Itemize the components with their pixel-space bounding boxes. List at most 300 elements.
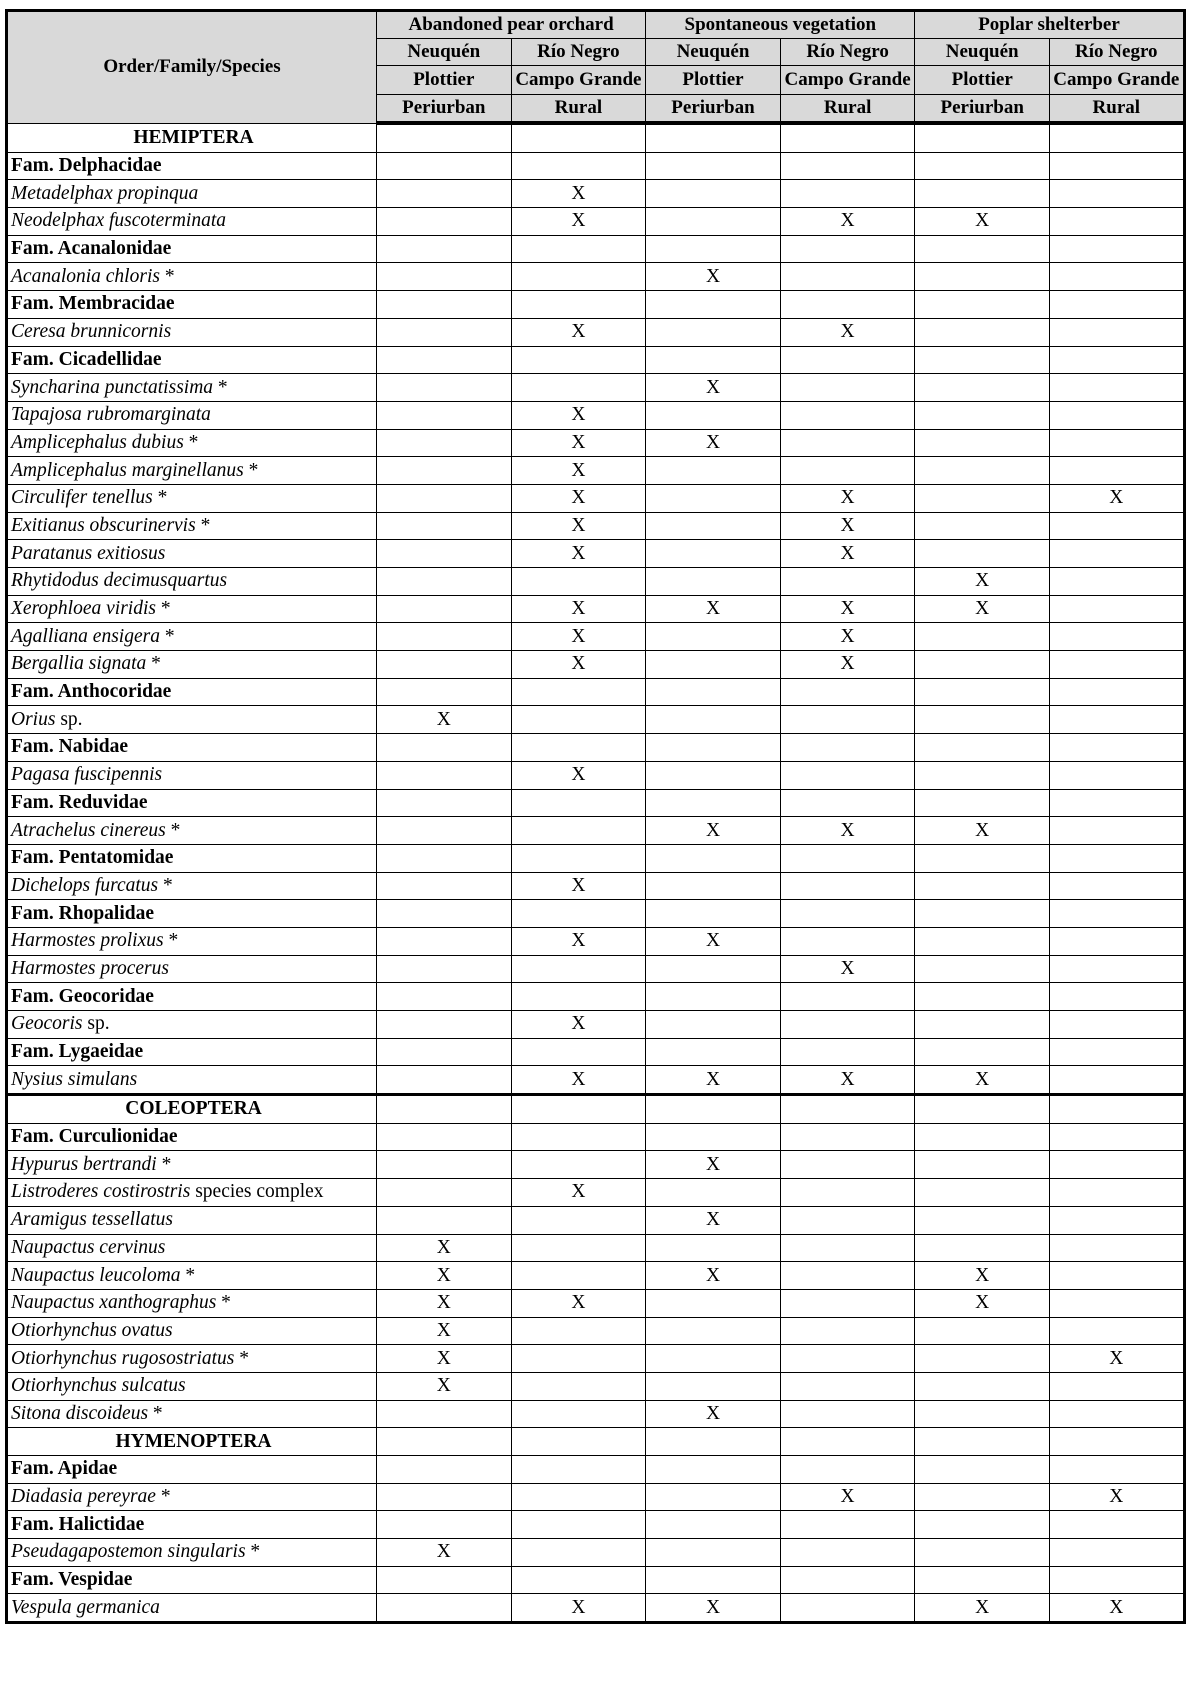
presence-mark: X xyxy=(705,819,721,841)
species-suffix: * xyxy=(155,1486,171,1508)
presence-mark: X xyxy=(840,957,855,979)
family-row xyxy=(7,152,1185,180)
presence-cell xyxy=(1050,291,1185,319)
family-row xyxy=(7,1511,1185,1539)
presence-mark: X xyxy=(840,819,855,841)
header-province: Río Negro xyxy=(1050,39,1185,66)
presence-mark: X xyxy=(705,1402,721,1424)
species-name: Amplicephalus marginellanus xyxy=(11,459,244,481)
presence-cell xyxy=(915,844,1050,872)
presence-cell xyxy=(377,706,512,734)
species-name-cell xyxy=(7,651,377,679)
header-setting: Rural xyxy=(780,95,915,124)
presence-mark: X xyxy=(436,1292,451,1314)
species-suffix: * xyxy=(213,376,228,398)
presence-mark: X xyxy=(571,542,586,564)
presence-cell xyxy=(646,1456,781,1484)
presence-cell xyxy=(646,568,781,596)
presence-mark: X xyxy=(571,653,586,675)
presence-cell xyxy=(377,152,512,180)
presence-cell xyxy=(915,817,1050,845)
presence-cell xyxy=(915,1400,1050,1428)
family-name-cell: Fam. Anthocoridae xyxy=(7,678,377,706)
family-row xyxy=(7,789,1185,817)
presence-mark: X xyxy=(1109,1486,1124,1508)
presence-cell xyxy=(915,208,1050,236)
presence-mark: X xyxy=(975,819,990,841)
presence-cell xyxy=(780,457,915,485)
presence-cell xyxy=(377,1428,512,1456)
presence-cell xyxy=(377,1289,512,1317)
presence-cell xyxy=(1050,651,1185,679)
presence-cell xyxy=(646,817,781,845)
presence-cell xyxy=(1050,1456,1185,1484)
presence-cell xyxy=(646,263,781,291)
presence-cell xyxy=(1050,1345,1185,1373)
presence-cell xyxy=(780,623,915,651)
header-locality: Campo Grande xyxy=(511,66,646,95)
presence-cell xyxy=(1050,318,1185,346)
presence-cell xyxy=(511,1123,646,1151)
presence-cell xyxy=(511,1179,646,1207)
species-name: Exitianus obscurinervis xyxy=(11,514,196,536)
presence-mark: X xyxy=(571,1181,586,1203)
presence-cell xyxy=(780,484,915,512)
presence-cell xyxy=(646,235,781,263)
presence-cell xyxy=(377,1539,512,1567)
family-name-cell: Fam. Pentatomidae xyxy=(7,844,377,872)
species-suffix: * xyxy=(183,431,199,453)
presence-cell xyxy=(511,706,646,734)
presence-cell xyxy=(646,651,781,679)
species-name: Pagasa fuscipennis xyxy=(11,764,163,786)
presence-cell xyxy=(780,1400,915,1428)
species-name-cell xyxy=(7,1372,377,1400)
presence-cell xyxy=(780,900,915,928)
species-name: Nysius simulans xyxy=(11,1068,138,1090)
header-locality: Plottier xyxy=(646,66,781,95)
presence-cell xyxy=(780,263,915,291)
header-province: Río Negro xyxy=(511,39,646,66)
species-name-cell xyxy=(7,429,377,457)
presence-cell xyxy=(915,1594,1050,1623)
presence-cell xyxy=(377,1011,512,1039)
presence-cell xyxy=(377,900,512,928)
presence-cell xyxy=(915,1234,1050,1262)
presence-cell xyxy=(915,983,1050,1011)
presence-cell xyxy=(377,595,512,623)
presence-mark: X xyxy=(571,431,586,453)
presence-mark: X xyxy=(436,708,451,730)
species-row xyxy=(7,927,1185,955)
presence-cell xyxy=(780,1206,915,1234)
presence-cell xyxy=(511,678,646,706)
species-row xyxy=(7,429,1185,457)
presence-cell xyxy=(511,291,646,319)
presence-cell xyxy=(1050,595,1185,623)
presence-cell xyxy=(377,817,512,845)
presence-cell xyxy=(1050,789,1185,817)
presence-cell xyxy=(377,1038,512,1066)
presence-cell xyxy=(915,180,1050,208)
species-row xyxy=(7,401,1185,429)
presence-cell xyxy=(915,1038,1050,1066)
presence-cell xyxy=(646,927,781,955)
presence-mark: X xyxy=(705,1264,721,1286)
species-name: Otiorhynchus rugosostriatus xyxy=(11,1347,235,1369)
species-name-cell xyxy=(7,761,377,789)
species-name: Vespula germanica xyxy=(11,1596,160,1618)
presence-mark: X xyxy=(571,1596,586,1618)
species-name-cell xyxy=(7,540,377,568)
species-occurrence-table xyxy=(5,9,1186,1624)
species-name-cell xyxy=(7,1539,377,1567)
presence-cell xyxy=(1050,1511,1185,1539)
species-name-cell xyxy=(7,457,377,485)
presence-cell xyxy=(915,678,1050,706)
species-suffix: sp. xyxy=(82,1013,110,1035)
presence-mark: X xyxy=(840,487,855,509)
presence-cell xyxy=(646,844,781,872)
presence-cell xyxy=(1050,678,1185,706)
presence-cell xyxy=(780,706,915,734)
presence-cell xyxy=(915,789,1050,817)
presence-cell xyxy=(1050,1206,1185,1234)
header-province: Neuquén xyxy=(646,39,781,66)
presence-mark: X xyxy=(571,210,586,232)
species-name-cell xyxy=(7,1483,377,1511)
presence-cell xyxy=(646,734,781,762)
presence-mark: X xyxy=(975,598,990,620)
presence-mark: X xyxy=(571,321,586,343)
presence-cell xyxy=(915,457,1050,485)
species-row xyxy=(7,1262,1185,1290)
presence-mark: X xyxy=(840,1486,855,1508)
presence-cell xyxy=(646,983,781,1011)
presence-cell xyxy=(1050,374,1185,402)
species-row xyxy=(7,872,1185,900)
presence-cell xyxy=(646,1400,781,1428)
presence-cell xyxy=(377,1262,512,1290)
presence-cell xyxy=(511,401,646,429)
presence-cell xyxy=(646,123,781,152)
family-name-cell: Fam. Nabidae xyxy=(7,734,377,762)
presence-cell xyxy=(646,1123,781,1151)
presence-cell xyxy=(915,761,1050,789)
presence-cell xyxy=(511,1038,646,1066)
presence-mark: X xyxy=(1109,487,1124,509)
header-locality: Campo Grande xyxy=(1050,66,1185,95)
presence-cell xyxy=(780,1483,915,1511)
presence-mark: X xyxy=(705,1068,721,1090)
species-row xyxy=(7,1234,1185,1262)
header-setting: Rural xyxy=(1050,95,1185,124)
presence-cell xyxy=(780,346,915,374)
presence-cell xyxy=(646,208,781,236)
presence-cell xyxy=(646,1428,781,1456)
presence-mark: X xyxy=(705,930,721,952)
presence-cell xyxy=(377,651,512,679)
presence-cell xyxy=(1050,706,1185,734)
presence-cell xyxy=(780,817,915,845)
presence-cell xyxy=(915,651,1050,679)
presence-cell xyxy=(646,152,781,180)
presence-cell xyxy=(511,540,646,568)
presence-cell xyxy=(1050,1262,1185,1290)
presence-cell xyxy=(780,123,915,152)
species-row xyxy=(7,263,1185,291)
family-name-cell: Fam. Acanalonidae xyxy=(7,235,377,263)
presence-cell xyxy=(377,761,512,789)
species-name-cell xyxy=(7,1594,377,1623)
species-suffix: * xyxy=(243,459,259,481)
species-name-cell xyxy=(7,180,377,208)
species-row xyxy=(7,595,1185,623)
presence-cell xyxy=(1050,180,1185,208)
presence-cell xyxy=(915,927,1050,955)
presence-cell xyxy=(915,706,1050,734)
species-name-cell xyxy=(7,595,377,623)
presence-cell xyxy=(511,844,646,872)
presence-cell xyxy=(511,1456,646,1484)
species-suffix: * xyxy=(159,265,175,287)
presence-cell xyxy=(377,1206,512,1234)
species-name: Aramigus tessellatus xyxy=(11,1209,173,1231)
presence-cell xyxy=(780,1179,915,1207)
species-name-cell xyxy=(7,706,377,734)
presence-cell xyxy=(377,429,512,457)
species-row xyxy=(7,761,1185,789)
presence-cell xyxy=(646,706,781,734)
presence-cell xyxy=(377,1066,512,1095)
species-name: Xerophloea viridis xyxy=(11,598,156,620)
presence-cell xyxy=(780,734,915,762)
species-suffix: * xyxy=(158,874,173,896)
species-name-cell xyxy=(7,1345,377,1373)
presence-cell xyxy=(1050,457,1185,485)
presence-mark: X xyxy=(840,542,855,564)
family-name-cell: Fam. Halictidae xyxy=(7,1511,377,1539)
presence-cell xyxy=(377,872,512,900)
species-row xyxy=(7,1289,1185,1317)
presence-mark: X xyxy=(705,376,721,398)
presence-mark: X xyxy=(840,598,855,620)
family-name-cell: Fam. Reduvidae xyxy=(7,789,377,817)
presence-cell xyxy=(646,1038,781,1066)
presence-cell xyxy=(511,1011,646,1039)
presence-cell xyxy=(780,1511,915,1539)
presence-cell xyxy=(1050,401,1185,429)
presence-cell xyxy=(511,235,646,263)
presence-cell xyxy=(646,1594,781,1623)
presence-cell xyxy=(780,1011,915,1039)
family-row xyxy=(7,235,1185,263)
presence-mark: X xyxy=(840,210,855,232)
presence-mark: X xyxy=(571,459,586,481)
presence-mark: X xyxy=(705,1209,721,1231)
presence-cell xyxy=(646,374,781,402)
species-suffix: species complex xyxy=(190,1181,324,1203)
presence-mark: X xyxy=(436,1319,451,1341)
presence-cell xyxy=(511,123,646,152)
presence-cell xyxy=(377,401,512,429)
presence-cell xyxy=(377,484,512,512)
presence-cell xyxy=(915,346,1050,374)
presence-cell xyxy=(646,1511,781,1539)
header-locality: Campo Grande xyxy=(780,66,915,95)
presence-cell xyxy=(780,512,915,540)
presence-cell xyxy=(780,789,915,817)
presence-cell xyxy=(646,1179,781,1207)
presence-cell xyxy=(646,678,781,706)
presence-cell xyxy=(780,152,915,180)
presence-cell xyxy=(780,678,915,706)
species-row xyxy=(7,623,1185,651)
species-row xyxy=(7,1594,1185,1623)
presence-cell xyxy=(377,983,512,1011)
presence-cell xyxy=(1050,346,1185,374)
species-name: Otiorhynchus sulcatus xyxy=(11,1375,186,1397)
header-locality: Plottier xyxy=(377,66,512,95)
order-name-cell: COLEOPTERA xyxy=(7,1095,377,1124)
family-row xyxy=(7,900,1185,928)
family-name-cell: Fam. Vespidae xyxy=(7,1566,377,1594)
family-name-cell: Fam. Delphacidae xyxy=(7,152,377,180)
presence-cell xyxy=(511,1400,646,1428)
presence-cell xyxy=(377,540,512,568)
presence-cell xyxy=(1050,900,1185,928)
presence-cell xyxy=(511,1345,646,1373)
presence-cell xyxy=(915,1262,1050,1290)
presence-mark: X xyxy=(571,1013,586,1035)
presence-cell xyxy=(377,734,512,762)
presence-cell xyxy=(780,180,915,208)
presence-mark: X xyxy=(571,1068,586,1090)
species-row xyxy=(7,512,1185,540)
presence-cell xyxy=(1050,844,1185,872)
presence-cell xyxy=(915,484,1050,512)
species-row xyxy=(7,374,1185,402)
presence-cell xyxy=(646,512,781,540)
presence-cell xyxy=(1050,123,1185,152)
presence-cell xyxy=(915,1428,1050,1456)
species-row xyxy=(7,1179,1185,1207)
presence-cell xyxy=(915,1151,1050,1179)
family-name-cell: Fam. Cicadellidae xyxy=(7,346,377,374)
presence-cell xyxy=(511,1066,646,1095)
header-habitat: Spontaneous vegetation xyxy=(646,11,915,39)
presence-cell xyxy=(511,595,646,623)
presence-cell xyxy=(646,1151,781,1179)
presence-cell xyxy=(1050,1151,1185,1179)
species-name-cell xyxy=(7,1151,377,1179)
presence-cell xyxy=(1050,1483,1185,1511)
presence-cell xyxy=(377,1179,512,1207)
header-habitat: Poplar shelterber xyxy=(915,11,1184,39)
species-name: Atrachelus cinereus xyxy=(11,819,166,841)
presence-cell xyxy=(1050,235,1185,263)
presence-cell xyxy=(1050,927,1185,955)
species-row xyxy=(7,1539,1185,1567)
presence-mark: X xyxy=(571,514,586,536)
family-row xyxy=(7,1123,1185,1151)
species-name-cell xyxy=(7,1317,377,1345)
presence-mark: X xyxy=(436,1375,451,1397)
presence-mark: X xyxy=(705,265,721,287)
presence-cell xyxy=(1050,872,1185,900)
presence-cell xyxy=(511,927,646,955)
presence-cell xyxy=(511,457,646,485)
presence-mark: X xyxy=(571,930,586,952)
species-row xyxy=(7,484,1185,512)
species-row xyxy=(7,1151,1185,1179)
species-name-cell xyxy=(7,927,377,955)
presence-cell xyxy=(1050,1594,1185,1623)
species-row xyxy=(7,651,1185,679)
species-suffix: * xyxy=(234,1347,249,1369)
presence-cell xyxy=(915,374,1050,402)
presence-cell xyxy=(780,1428,915,1456)
presence-cell xyxy=(511,1539,646,1567)
presence-cell xyxy=(915,1123,1050,1151)
presence-cell xyxy=(780,872,915,900)
presence-cell xyxy=(915,1372,1050,1400)
order-name-cell: HEMIPTERA xyxy=(7,123,377,152)
presence-cell xyxy=(1050,761,1185,789)
presence-cell xyxy=(511,1483,646,1511)
presence-cell xyxy=(377,844,512,872)
presence-cell xyxy=(511,1095,646,1124)
presence-cell xyxy=(511,1289,646,1317)
order-row xyxy=(7,123,1185,152)
presence-cell xyxy=(915,872,1050,900)
presence-cell xyxy=(1050,817,1185,845)
presence-cell xyxy=(377,1151,512,1179)
presence-cell xyxy=(646,900,781,928)
presence-cell xyxy=(646,1206,781,1234)
species-name-cell xyxy=(7,1011,377,1039)
presence-cell xyxy=(511,955,646,983)
presence-cell xyxy=(511,734,646,762)
species-name: Naupactus xanthographus xyxy=(11,1292,217,1314)
presence-cell xyxy=(1050,263,1185,291)
presence-cell xyxy=(511,1428,646,1456)
presence-mark: X xyxy=(571,764,586,786)
presence-cell xyxy=(915,1566,1050,1594)
presence-mark: X xyxy=(571,404,586,426)
presence-cell xyxy=(915,1206,1050,1234)
presence-cell xyxy=(780,927,915,955)
presence-cell xyxy=(1050,152,1185,180)
presence-mark: X xyxy=(975,1264,990,1286)
presence-cell xyxy=(1050,983,1185,1011)
presence-cell xyxy=(646,346,781,374)
presence-cell xyxy=(915,1483,1050,1511)
header-province: Río Negro xyxy=(780,39,915,66)
species-suffix: * xyxy=(146,653,161,675)
species-name: Orius xyxy=(11,708,56,730)
presence-cell xyxy=(377,568,512,596)
presence-cell xyxy=(511,983,646,1011)
presence-cell xyxy=(915,1511,1050,1539)
species-row xyxy=(7,568,1185,596)
presence-cell xyxy=(780,1594,915,1623)
presence-cell xyxy=(511,512,646,540)
presence-cell xyxy=(511,484,646,512)
presence-cell xyxy=(377,318,512,346)
species-suffix: * xyxy=(152,487,168,509)
presence-cell xyxy=(915,512,1050,540)
